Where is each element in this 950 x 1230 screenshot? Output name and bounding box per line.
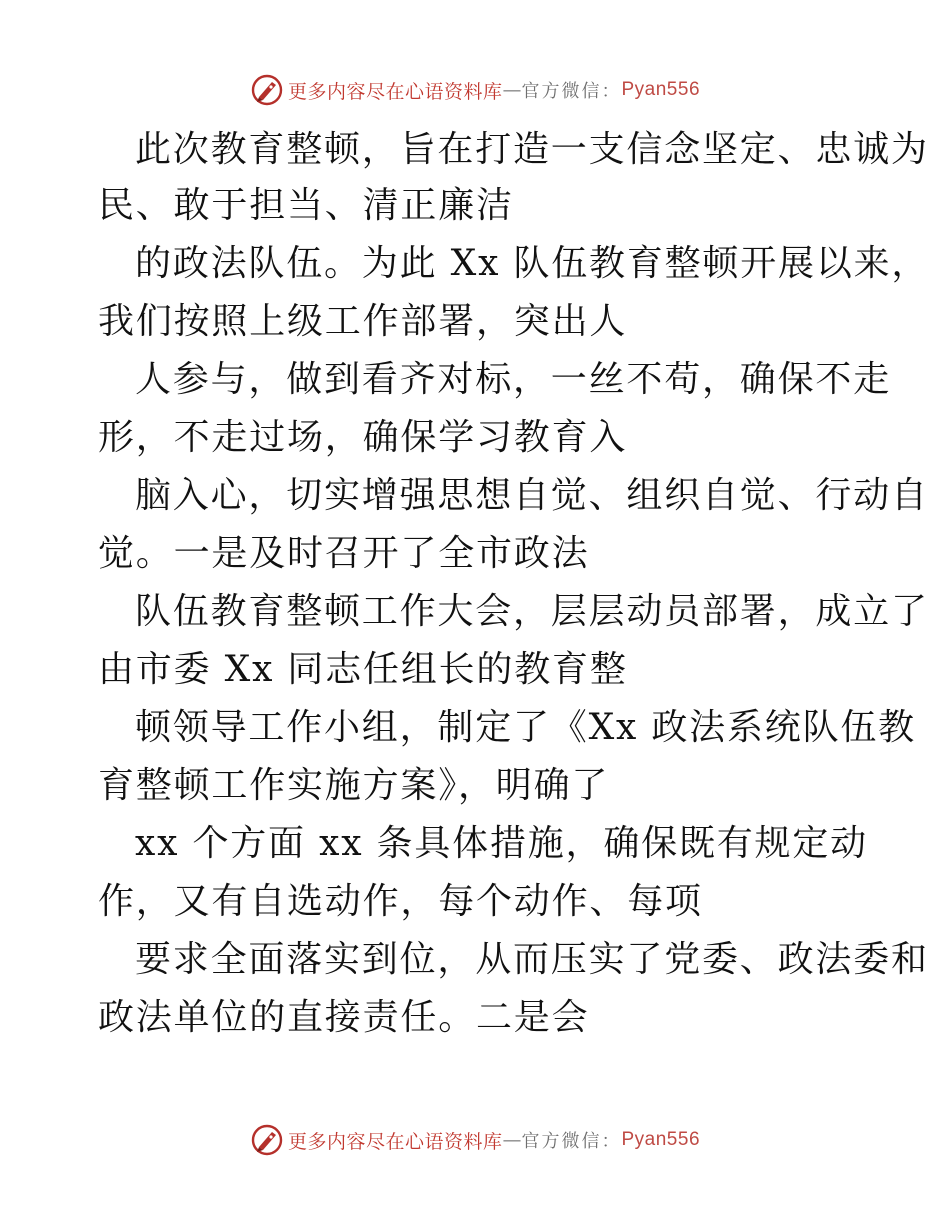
body-line: xx 个方面 xx 条具体措施，确保既有规定动: [135, 823, 868, 864]
watermark-dash: —: [502, 79, 522, 101]
body-line: 的政法队伍。为此 Xx 队伍教育整顿开展以来，: [135, 243, 930, 284]
body-line: 队伍教育整顿工作大会，层层动员部署，成立了: [135, 591, 929, 632]
pen-logo-icon: [250, 73, 284, 107]
footer-watermark: [0, 1120, 950, 1160]
body-line: 民、敢于担当、清正廉洁: [98, 185, 514, 226]
body-line: 顿领导工作小组，制定了《Xx 政法系统队伍教: [135, 707, 916, 748]
pen-logo-icon: [250, 1123, 284, 1157]
header-watermark: [0, 70, 950, 110]
body-line: 政法单位的直接责任。二是会: [98, 997, 590, 1038]
body-line: 要求全面落实到位，从而压实了党委、政法委和: [135, 939, 929, 980]
watermark-dash: —: [502, 1129, 522, 1151]
watermark-label: 官方微信：: [521, 81, 622, 102]
watermark-brand-text: 更多内容尽在心语资料库: [287, 80, 503, 103]
watermark-brand-text: 更多内容尽在心语资料库: [287, 1130, 503, 1153]
body-line: 育整顿工作实施方案》，明确了: [98, 765, 610, 806]
watermark-label: 官方微信：: [521, 1131, 622, 1152]
watermark-wechat-id: Pyan556: [621, 1129, 701, 1150]
watermark-wechat-id: Pyan556: [621, 79, 701, 100]
body-line: 脑入心，切实增强思想自觉、组织自觉、行动自: [135, 475, 929, 516]
body-line: 此次教育整顿，旨在打造一支信念坚定、忠诚为: [135, 129, 929, 170]
body-line: 作，又有自选动作，每个动作、每项: [98, 881, 703, 922]
body-line: 觉。一是及时召开了全市政法: [98, 533, 590, 574]
body-line: 由市委 Xx 同志任组长的教育整: [98, 649, 628, 690]
body-line: 我们按照上级工作部署，突出人: [98, 301, 628, 342]
body-line: 形，不走过场，确保学习教育入: [98, 417, 628, 458]
body-line: 人参与，做到看齐对标，一丝不苟，确保不走: [135, 359, 892, 400]
